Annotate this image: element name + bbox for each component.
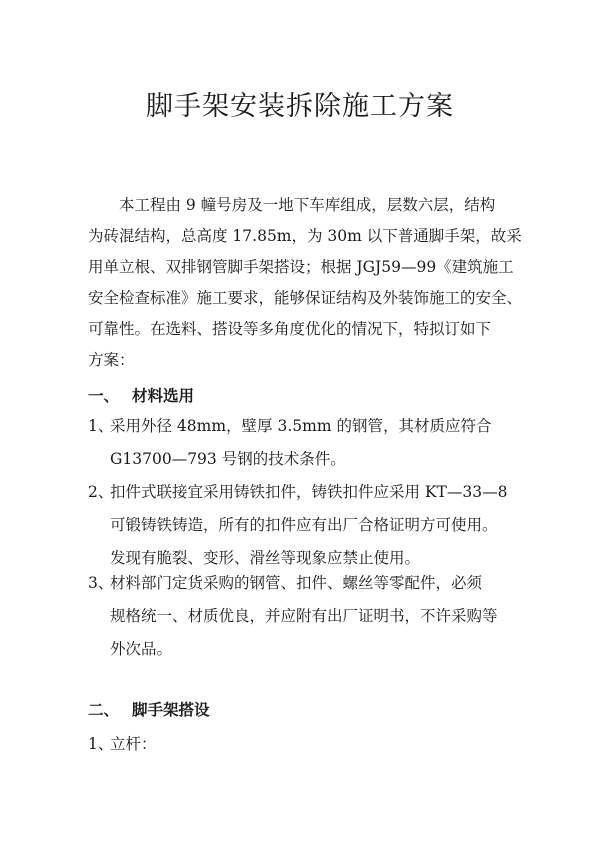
list-item-continuation: 外次品。 bbox=[110, 640, 173, 658]
list-item-text: 采用外径 48mm，壁厚 3.5mm 的钢管，其材质应符合 bbox=[110, 417, 492, 435]
section-heading-materials bbox=[88, 380, 194, 411]
section-title: 材料选用 bbox=[132, 386, 195, 405]
intro-line: 为砖混结构，总高度 17.85m，为 30m 以下普通脚手架，故采 bbox=[88, 227, 522, 245]
list-item bbox=[88, 567, 498, 666]
list-item-continuation: 规格统一、材质优良，并应附有出厂证明书，不许采购等 bbox=[110, 607, 498, 625]
list-item-text: 立杆： bbox=[110, 735, 157, 753]
intro-line: 方案： bbox=[88, 351, 135, 369]
section-heading-scaffold bbox=[88, 694, 210, 725]
list-item-index: 1、 bbox=[88, 417, 114, 435]
list-item-text: 材料部门定货采购的钢管、扣件、螺丝等零配件，必须 bbox=[110, 574, 483, 592]
intro-line: 可靠性。在选料、搭设等多角度优化的情况下，特拟订如下 bbox=[88, 320, 492, 338]
list-item bbox=[88, 410, 491, 476]
list-item bbox=[88, 476, 507, 575]
list-item-continuation: 发现有脆裂、变形、滑丝等现象应禁止使用。 bbox=[110, 549, 421, 567]
list-item-index: 1、 bbox=[88, 735, 114, 753]
document-title: 脚手架安装拆除施工方案 bbox=[146, 91, 454, 122]
section-title: 脚手架搭设 bbox=[132, 700, 210, 719]
intro-line: 本工程由 9 幢号房及一地下车库组成，层数六层，结构 bbox=[119, 196, 496, 214]
list-item-continuation: 可锻铸铁铸造，所有的扣件应有出厂合格证明方可使用。 bbox=[110, 516, 498, 534]
list-item-index: 2、 bbox=[88, 483, 114, 501]
list-item-index: 3、 bbox=[88, 574, 114, 592]
intro-line: 用单立根、双排钢管脚手架搭设；根据 JGJ59—99《建筑施工 bbox=[88, 258, 514, 276]
list-item-continuation: G13700—793 号钢的技术条件。 bbox=[110, 450, 346, 468]
section-number: 一、 bbox=[88, 386, 120, 405]
list-item bbox=[88, 728, 157, 761]
section-number: 二、 bbox=[88, 700, 120, 719]
intro-line: 安全检查标准》施工要求，能够保证结构及外装饰施工的安全、 bbox=[88, 289, 523, 307]
list-item-text: 扣件式联接宜采用铸铁扣件，铸铁扣件应采用 KT—33—8 bbox=[110, 483, 508, 501]
intro-paragraph bbox=[88, 190, 528, 376]
